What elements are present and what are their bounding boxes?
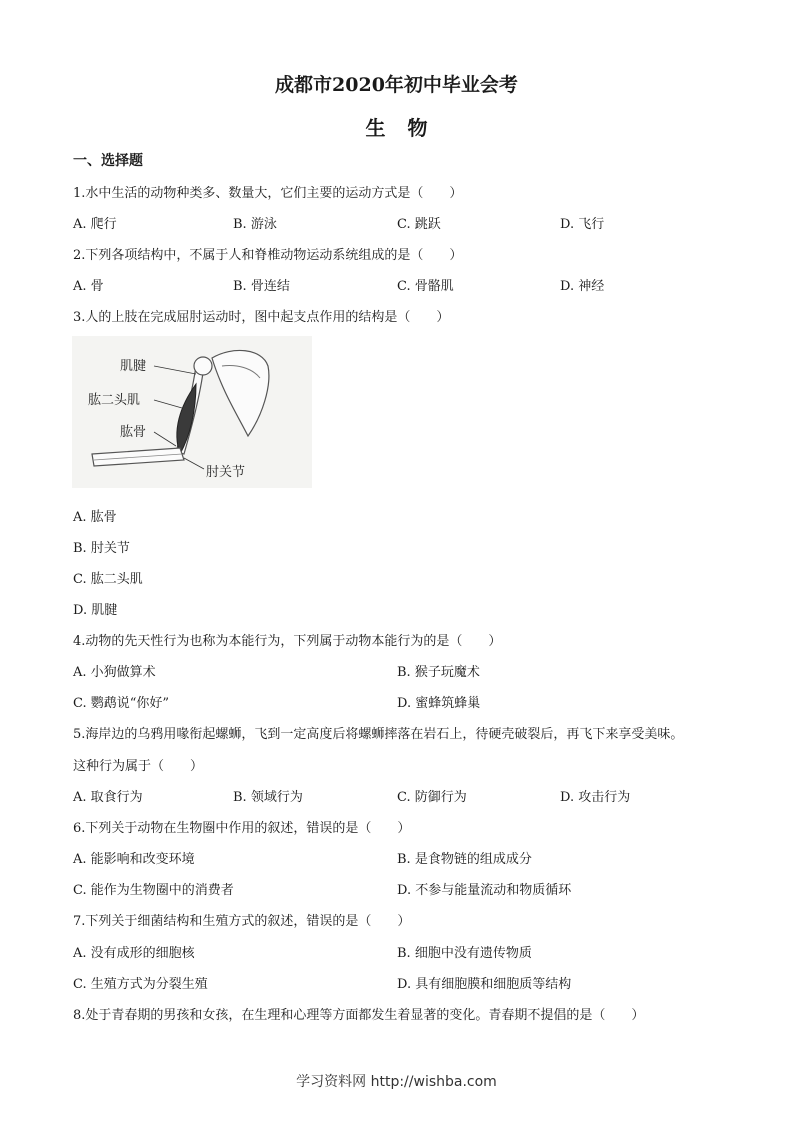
question-2-option-b: B. 骨连结	[233, 279, 290, 294]
question-8-stem: 8.处于青春期的男孩和女孩，在生理和心理等方面都发生着显著的变化。青春期不提倡的是（ ）	[73, 1008, 645, 1023]
question-5-stem: 5.海岸边的乌鸦用喙衔起螺蛳，飞到一定高度后将螺蛳摔落在岩石上，待硬壳破裂后，再飞下来享受美味。	[73, 727, 684, 742]
question-7-option-a: A. 没有成形的细胞核	[73, 946, 195, 961]
page-footer: 学习资料网 http://wishba.com	[296, 1074, 497, 1090]
figure-label-biceps: 肱二头肌	[88, 393, 141, 408]
question-6-option-b: B. 是食物链的组成成分	[397, 852, 532, 867]
question-3-option-d: D. 肌腱	[73, 603, 118, 618]
question-6-option-d: D. 不参与能量流动和物质循环	[397, 883, 572, 898]
arm-illustration	[72, 336, 312, 488]
question-7-stem: 7.下列关于细菌结构和生殖方式的叙述，错误的是（ ）	[73, 914, 411, 929]
question-1-option-c: C. 跳跃	[397, 217, 441, 232]
question-6-option-c: C. 能作为生物圈中的消费者	[73, 883, 234, 898]
question-7-option-b: B. 细胞中没有遗传物质	[397, 946, 532, 961]
question-7-option-d: D. 具有细胞膜和细胞质等结构	[397, 977, 572, 992]
question-1-option-d: D. 飞行	[560, 217, 605, 232]
question-2-stem: 2.下列各项结构中，不属于人和脊椎动物运动系统组成的是（ ）	[73, 248, 463, 263]
question-1-option-a: A. 爬行	[73, 217, 117, 232]
question-7-option-c: C. 生殖方式为分裂生殖	[73, 977, 208, 992]
question-4-option-a: A. 小狗做算术	[73, 665, 156, 680]
question-6-option-a: A. 能影响和改变环境	[73, 852, 195, 867]
question-4-option-c: C. 鹦鹉说“你好”	[73, 696, 170, 711]
question-3-option-b: B. 肘关节	[73, 541, 130, 556]
question-3-option-c: C. 肱二头肌	[73, 572, 143, 587]
question-3-option-a: A. 肱骨	[73, 510, 117, 525]
question-4-stem: 4.动物的先天性行为也称为本能行为，下列属于动物本能行为的是（ ）	[73, 634, 502, 649]
question-3-stem: 3.人的上肢在完成屈肘运动时，图中起支点作用的结构是（ ）	[73, 310, 450, 325]
question-2-option-c: C. 骨骼肌	[397, 279, 454, 294]
subject-title: 生物	[365, 116, 450, 140]
question-2-option-d: D. 神经	[560, 279, 605, 294]
question-6-stem: 6.下列关于动物在生物圈中作用的叙述，错误的是（ ）	[73, 821, 411, 836]
question-4-option-d: D. 蜜蜂筑蜂巢	[397, 696, 481, 711]
question-4-option-b: B. 猴子玩魔术	[397, 665, 480, 680]
question-5-stem-continued: 这种行为属于（ ）	[73, 759, 204, 774]
question-5-option-b: B. 领域行为	[233, 790, 303, 805]
question-1-stem: 1.水中生活的动物种类多、数量大，它们主要的运动方式是（ ）	[73, 186, 463, 201]
exam-title: 成都市2020年初中毕业会考	[275, 74, 518, 96]
elbow-diagram	[72, 336, 312, 488]
figure-label-elbow-joint: 肘关节	[206, 465, 246, 480]
question-2-option-a: A. 骨	[73, 279, 104, 294]
figure-label-tendon: 肌腱	[120, 359, 147, 374]
question-5-option-d: D. 攻击行为	[560, 790, 631, 805]
question-5-option-a: A. 取食行为	[73, 790, 143, 805]
question-5-option-c: C. 防御行为	[397, 790, 467, 805]
figure-label-humerus: 肱骨	[120, 425, 147, 440]
question-1-option-b: B. 游泳	[233, 217, 277, 232]
section-heading: 一、选择题	[73, 153, 143, 169]
